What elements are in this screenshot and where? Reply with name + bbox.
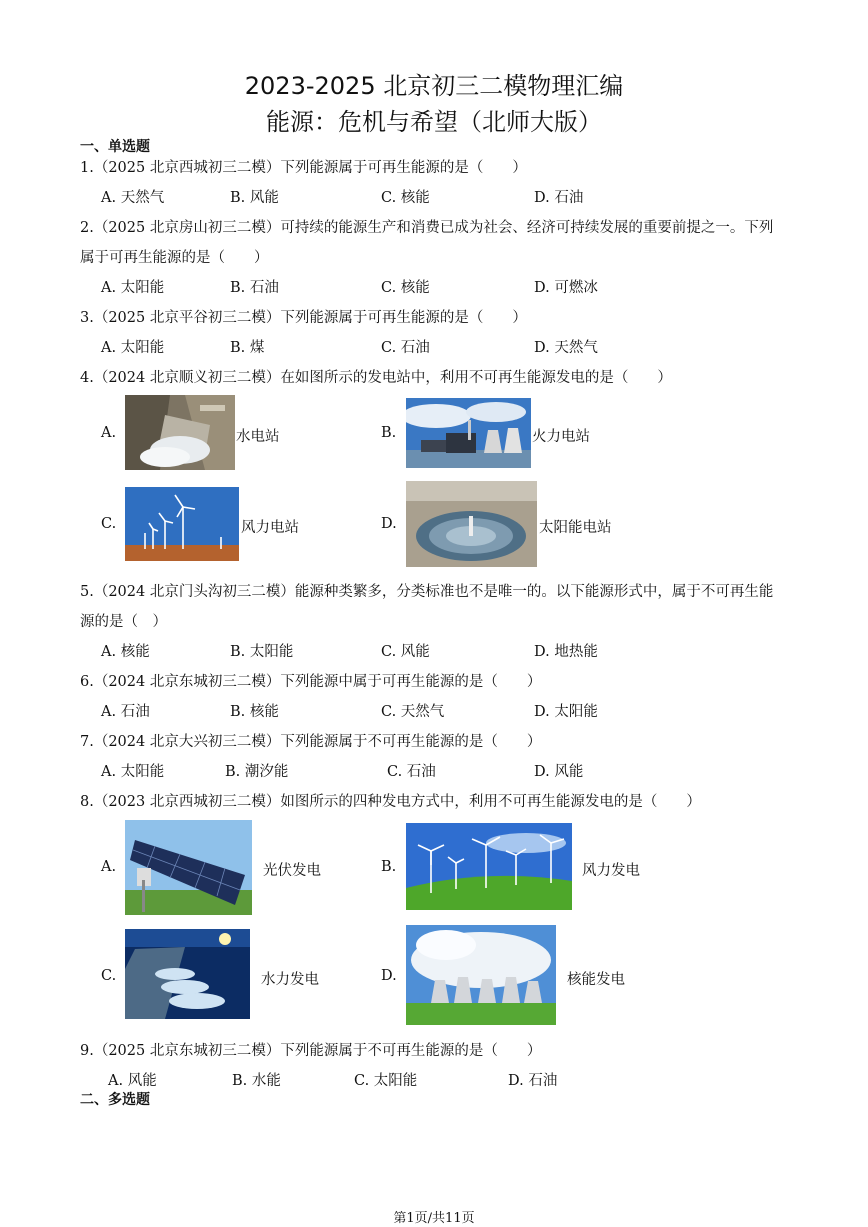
question-1-option-d: D. 石油 (534, 190, 584, 206)
question-4-letter-b: B. (381, 425, 397, 441)
question-7-option-a: A. 太阳能 (101, 764, 165, 780)
wind-power-station-image (125, 487, 239, 561)
section-heading-single-choice: 一、单选题 (80, 139, 150, 155)
question-3-option-a: A. 太阳能 (101, 340, 165, 356)
question-4-letter-c: C. (101, 516, 117, 532)
question-5-option-b: B. 太阳能 (230, 644, 294, 660)
question-6-option-c: C. 天然气 (381, 704, 445, 720)
question-2-option-c: C. 核能 (381, 280, 430, 296)
question-5-option-c: C. 风能 (381, 644, 430, 660)
question-7-option-b: B. 潮汐能 (225, 764, 289, 780)
question-1-option-a: A. 天然气 (101, 190, 165, 206)
question-4-letter-a: A. (101, 425, 117, 441)
question-2-option-a: A. 太阳能 (101, 280, 165, 296)
question-8-caption-c: 水力发电 (261, 972, 319, 988)
page-number: 第1页/共11页 (393, 1211, 475, 1226)
question-6-option-d: D. 太阳能 (534, 704, 598, 720)
question-4-caption-d: 太阳能电站 (539, 520, 612, 536)
question-3-option-d: D. 天然气 (534, 340, 598, 356)
question-7-option-d: D. 风能 (534, 764, 584, 780)
section-heading-multiple-choice: 二、多选题 (80, 1092, 150, 1108)
question-5-option-d: D. 地热能 (534, 644, 598, 660)
question-1-option-b: B. 风能 (230, 190, 279, 206)
question-1-option-c: C. 核能 (381, 190, 430, 206)
question-4-caption-b: 火力电站 (532, 429, 590, 445)
question-8-letter-a: A. (101, 859, 117, 875)
question-9-option-d: D. 石油 (508, 1073, 558, 1089)
question-7-stem: 7.（2024 北京大兴初三二模）下列能源属于不可再生能源的是（ ） (80, 734, 542, 750)
question-5-option-a: A. 核能 (101, 644, 150, 660)
question-9-stem: 9.（2025 北京东城初三二模）下列能源属于不可再生能源的是（ ） (80, 1043, 542, 1059)
question-2-option-b: B. 石油 (230, 280, 279, 296)
question-6-stem: 6.（2024 北京东城初三二模）下列能源中属于可再生能源的是（ ） (80, 674, 542, 690)
question-2-option-d: D. 可燃冰 (534, 280, 598, 296)
question-5-stem-line1: 5.（2024 北京门头沟初三二模）能源种类繁多，分类标准也不是唯一的。以下能源形式中，属于不可再生能 (80, 584, 774, 600)
thermal-power-station-image (406, 398, 531, 468)
question-2-stem-line2: 属于可再生能源的是（ ） (80, 250, 269, 266)
document-subtitle: 能源：危机与希望（北师大版） (266, 108, 602, 136)
question-8-caption-b: 风力发电 (582, 863, 640, 879)
question-8-caption-a: 光伏发电 (263, 863, 321, 879)
solar-power-station-image (406, 481, 537, 567)
question-3-stem: 3.（2025 北京平谷初三二模）下列能源属于可再生能源的是（ ） (80, 310, 527, 326)
question-9-option-b: B. 水能 (232, 1073, 281, 1089)
question-9-option-a: A. 风能 (108, 1073, 157, 1089)
question-8-letter-b: B. (381, 859, 397, 875)
question-6-option-b: B. 核能 (230, 704, 279, 720)
question-8-letter-d: D. (381, 968, 397, 984)
wind-turbines-image (406, 823, 572, 910)
question-1-stem: 1.（2025 北京西城初三二模）下列能源属于可再生能源的是（ ） (80, 160, 527, 176)
hydropower-dam-image (125, 929, 250, 1019)
question-8-letter-c: C. (101, 968, 117, 984)
question-9-option-c: C. 太阳能 (354, 1073, 418, 1089)
question-3-option-b: B. 煤 (230, 340, 265, 356)
question-5-stem-line2: 源的是（ ） (80, 614, 167, 630)
question-3-option-c: C. 石油 (381, 340, 430, 356)
question-7-option-c: C. 石油 (387, 764, 436, 780)
nuclear-power-plant-image (406, 925, 556, 1025)
solar-pv-panels-image (125, 820, 252, 915)
hydropower-station-image (125, 395, 235, 470)
question-8-stem: 8.（2023 北京西城初三二模）如图所示的四种发电方式中，利用不可再生能源发电的是（ ） (80, 794, 701, 810)
question-4-stem: 4.（2024 北京顺义初三二模）在如图所示的发电站中，利用不可再生能源发电的是（ ） (80, 370, 672, 386)
question-8-caption-d: 核能发电 (567, 972, 625, 988)
question-2-stem-line1: 2.（2025 北京房山初三二模）可持续的能源生产和消费已成为社会、经济可持续发展的重要前提之一。下列 (80, 220, 774, 236)
question-6-option-a: A. 石油 (101, 704, 150, 720)
question-4-caption-c: 风力电站 (241, 520, 299, 536)
question-4-caption-a: 水电站 (236, 429, 280, 445)
question-4-letter-d: D. (381, 516, 397, 532)
document-title: 2023-2025 北京初三二模物理汇编 (244, 72, 624, 100)
